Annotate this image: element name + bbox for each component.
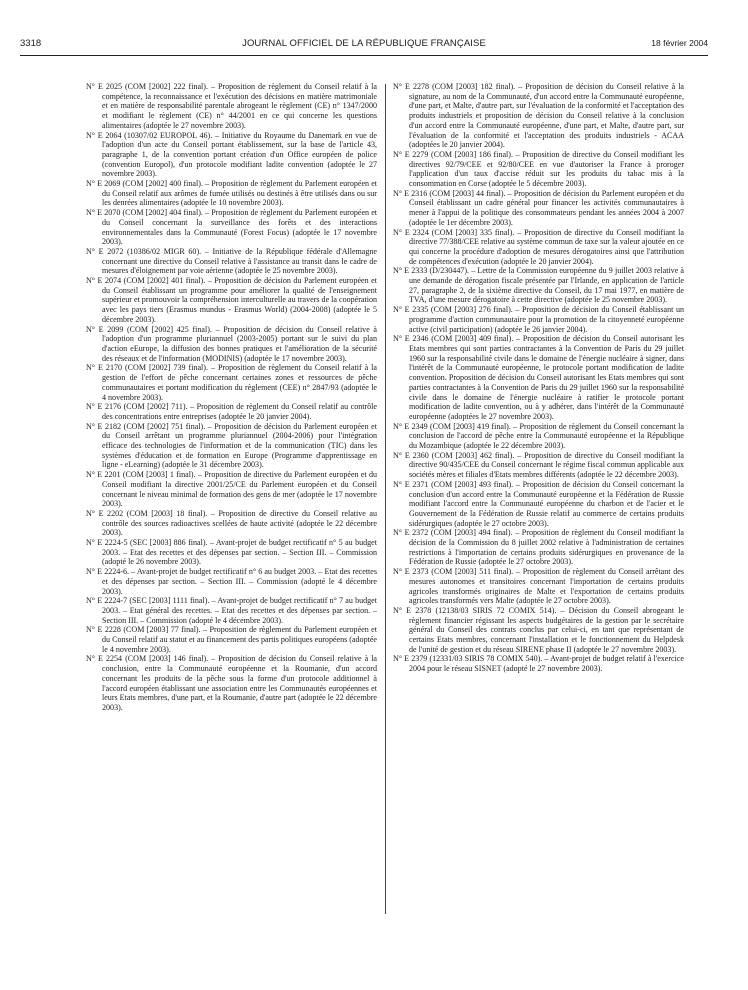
document-entry (86, 325, 377, 364)
entry-text: N° E 2279 (COM [2003] 186 final). – Proposition de directive du Conseil modifiant les directives 92/79/CEE et 92/80/CEE en vue d'autoriser la France à proroger l'application d'un taux d'accise réduit sur les produits du tabac mis à la consommation en Corse (adoptée le 5 décembre 2003). (393, 149, 684, 189)
page-number: 3318 (20, 38, 42, 49)
document-entry (86, 276, 377, 325)
document-entry (393, 451, 684, 480)
document-entry (393, 422, 684, 451)
entry-text: N° E 2254 (COM [2003] 146 final). – Proposition de décision du Conseil relative à la conclusion, entre la Communauté européenne et la Roumanie, d'un accord concernant les produits de la pêche sous la forme d'un protocole additionnel à l'accord européen établissant une association entre les Communautés européennes et leurs Etats membres, d'une part, et la Roumanie, d'autre part (adoptée le 22 décembre 2003). (86, 654, 377, 712)
entry-text: N° E 2378 (12138/03 SIRIS 72 COMIX 514). – Décision du Conseil abrogeant le règlement financier régissant les aspects budgétaires de la gestion par le secrétaire général du Conseil des contrats conclus par celui-ci, en tant que représentant de certains Etats membres, concernant l'installation et le fonctionnement du Helpdesk de l'unité de gestion et du réseau SIRENE phase II (adoptée le 27 novembre 2003). (393, 605, 684, 654)
document-entry (393, 480, 684, 529)
entry-text: N° E 2379 (12331/03 SIRIS 78 COMIX 540). – Avant-projet de budget relatif à l'exercice 2004 pour le réseau SISNET (adopté le 27 novembre 2003). (393, 654, 684, 674)
right-column (393, 82, 684, 674)
document-entry (393, 528, 684, 567)
document-entry (86, 538, 377, 567)
document-entry (393, 82, 684, 150)
entry-text: N° E 2202 (COM [2003] 18 final). – Proposition de directive du Conseil relative au contrôle des sources radioactives scellées de haute activité (adoptée le 22 décembre 2003). (86, 508, 377, 538)
page-header (20, 38, 708, 52)
header-rule (20, 55, 708, 56)
document-entry (86, 422, 377, 471)
journal-title: JOURNAL OFFICIEL DE LA RÉPUBLIQUE FRANÇAISE (242, 38, 486, 49)
document-entry (86, 596, 377, 625)
entry-text: N° E 2371 (COM [2003] 493 final). – Proposition de décision du Conseil concernant la conclusion d'un accord entre la Communauté européenne et la Fédération de Russie modifiant l'accord entre la Communauté européenne du charbon et de l'acier et le Gouvernement de la Fédération de Russie relatif au commerce de certains produits sidérurgiques (adoptée le 27 octobre 2003). (393, 479, 684, 528)
document-entry (86, 363, 377, 402)
left-column (86, 82, 377, 713)
entry-text: N° E 2224-5 (SEC [2003] 886 final). – Avant-projet de budget rectificatif n° 5 au budget 2003. – Etat des recettes et des dépenses par section. – Section III. – Commission (adopté le 26 novembre 2003). (86, 538, 377, 567)
entry-text: N° E 2346 (COM [2003] 409 final). – Proposition de décision du Conseil autorisant les Etats membres qui sont parties contractantes à la Convention de Paris du 29 juillet 1960 sur la responsabilité civile dans le domaine de l'énergie nucléaire à signer, dans l'intérêt de la Communauté européenne, le protocole portant modification de ladite convention. Proposition de décision du Conseil autorisant les Etats membres qui sont parties contractantes à la Convention de Paris du 29 juillet 1960 sur la responsabilité civile dans le domaine de l'énergie nucléaire à ratifier le protocole portant modification de ladite convention, ou à y adhérer, dans l'intérêt de la Communauté européenne (adoptées le 27 novembre 2003). (393, 334, 684, 421)
document-entry (393, 228, 684, 267)
entry-text: N° E 2064 (10307/02 EUROPOL 46). – Initiative du Royaume du Danemark en vue de l'adoption d'un acte du Conseil portant établissement, sur la base de l'article 43, paragraphe 1, de la convention portant création d'un Office européen de police (convention Europol), d'un protocole modifiant ladite convention (adoptée le 27 novembre 2003). (86, 130, 377, 179)
document-entry (393, 189, 684, 228)
document-entry (393, 567, 684, 606)
document-entry (393, 305, 684, 334)
entry-text: N° E 2224-6. – Avant-projet de budget rectificatif n° 6 au budget 2003. – Etat des recettes et des dépenses par section. – Section III. – Commission (adopté le 4 décembre 2003). (86, 567, 377, 596)
document-entry (393, 334, 684, 421)
document-entry (86, 567, 377, 596)
entry-text: N° E 2069 (COM [2002] 400 final). – Proposition de règlement du Parlement européen et du Conseil relatif aux arômes de fumée utilisés ou destinés à être utilisés dans ou sur les denrées alimentaires (adoptée le 10 novembre 2003). (86, 179, 377, 208)
document-entry (86, 208, 377, 247)
document-entry (86, 402, 377, 421)
entry-text: N° E 2360 (COM [2003] 462 final). – Proposition de directive du Conseil modifiant la directive 90/435/CEE du Conseil concernant le régime fiscal commun applicable aux sociétés mères et filiales d'Etats membres différents (adoptée le 22 décembre 2003). (393, 450, 684, 480)
entry-text: N° E 2025 (COM [2002] 222 final). – Proposition de règlement du Conseil relatif à la compétence, la reconnaissance et l'exécution des décisions en matière matrimoniale et en matière de responsabilité parentale abrogeant le règlement (CE) n° 1347/2000 et modifiant le règlement (CE) n° 44/2001 en ce qui concerne les questions alimentaires (adoptée le 27 novembre 2003). (86, 82, 377, 130)
document-entry (86, 509, 377, 538)
column-separator (385, 84, 386, 914)
entry-text: N° E 2070 (COM [2002] 404 final). – Proposition de règlement du Parlement européen et du Conseil concernant la surveillance des forêts et des interactions environnementales dans la Communauté (Forest Focus) (adoptée le 17 novembre 2003). (86, 208, 377, 247)
entry-text: N° E 2333 (D/230447). – Lettre de la Commission européenne du 9 juillet 2003 relative à une demande de dérogation fiscale présentée par l'Irlande, en application de l'article 27, paragraphe 2, de la sixième directive du Conseil, du 17 mai 1977, en matière de TVA, d'une mesure dérogatoire à cette directive (adoptée le 25 novembre 2003). (393, 266, 684, 305)
entry-text: N° E 2074 (COM [2002] 401 final). – Proposition de décision du Parlement européen et du Conseil établissant un programme pour améliorer la qualité de l'enseignement supérieur et promouvoir la compréhension interculturelle au travers de la coopération avec les pays tiers (Erasmus mundus - Erasmus World) (2004-2008) (adoptée le 5 décembre 2003). (86, 276, 377, 324)
entry-text: N° E 2170 (COM [2002] 739 final). – Proposition de règlement du Conseil relatif à la gestion de l'effort de pêche concernant certaines zones et ressources de pêche communautaires et portant modification du règlement (CEE) n° 2847/93 (adoptée le 4 novembre 2003). (86, 363, 377, 402)
entry-text: N° E 2373 (COM [2003] 511 final). – Proposition de règlement du Conseil arrêtant des mesures autonomes et transitoires concernant l'importation de certains produits agricoles transformés originaires de Malte et l'exportation de certains produits agricoles transformés vers Malte (adoptée le 27 octobre 2003). (393, 567, 684, 606)
document-entry (86, 131, 377, 180)
document-entry (86, 470, 377, 509)
entry-text: N° E 2349 (COM [2003] 419 final). – Proposition de règlement du Conseil concernant la conclusion de l'accord de pêche entre la Communauté européenne et la République du Mozambique (adoptée le 22 décembre 2003). (393, 421, 684, 451)
entry-text: N° E 2278 (COM [2003] 182 final). – Proposition de décision du Conseil relative à la signature, au nom de la Communauté, d'un accord entre la Communauté européenne, d'une part, et Malte, d'autre part, sur l'évaluation de la conformité et l'acceptation des produits industriels et proposition de décision du Conseil relative à la conclusion d'un accord entre la Communauté européenne, d'une part, et Malte, d'autre part, sur l'évaluation de la conformité et l'acceptation des produits industriels - ACAA (adoptées le 20 janvier 2004). (393, 82, 684, 150)
document-entry (393, 150, 684, 189)
entry-text: N° E 2324 (COM [2003] 335 final). – Proposition de directive du Conseil modifiant la directive 77/388/CEE relative au système commun de taxe sur la valeur ajoutée en ce qui concerne la procédure d'adoption de mesures dérogatoires ainsi que l'attribution de compétences d'exécution (adoptée le 20 janvier 2004). (393, 227, 684, 266)
document-entry (393, 654, 684, 673)
entry-text: N° E 2228 (COM [2003] 77 final). – Proposition de règlement du Parlement européen et du Conseil relatif au statut et au financement des partis politiques européens (adoptée le 4 novembre 2003). (86, 625, 377, 654)
document-entry (86, 654, 377, 712)
document-entry (86, 179, 377, 208)
entry-text: N° E 2176 (COM [2002] 711). – Proposition de règlement du Conseil relatif au contrôle des concentrations entre entreprises (adoptée le 20 janvier 2004). (86, 402, 377, 421)
document-entry (86, 625, 377, 654)
entry-text: N° E 2316 (COM [2003] 44 final). – Proposition de décision du Parlement européen et du Conseil établissant un cadre général pour financer les activités communautaires à mener à l'appui de la politique des consommateurs pendant les années 2004 à 2007 (adoptée le 1er décembre 2003). (393, 188, 684, 227)
issue-date: 18 février 2004 (651, 38, 708, 48)
entry-text: N° E 2099 (COM [2002] 425 final). – Proposition de décision du Conseil relative à l'adoption d'un programme pluriannuel (2003-2005) portant sur le suivi du plan d'action eEurope, la diffusion des bonnes pratiques et l'amélioration de la sécurité des réseaux et de l'information (MODINIS) (adoptée le 17 novembre 2003). (86, 324, 377, 363)
document-entry (393, 266, 684, 305)
document-entry (86, 82, 377, 131)
entry-text: N° E 2372 (COM [2003] 494 final). – Proposition de règlement du Conseil modifiant la décision de la Commission du 8 juillet 2002 relative à l'administration de certaines restrictions à l'importation de certains produits sidérurgiques en provenance de la Fédération de Russie (adoptée le 27 octobre 2003). (393, 528, 684, 567)
document-entry (393, 606, 684, 655)
entry-text: N° E 2182 (COM [2002] 751 final). – Proposition de décision du Parlement européen et du Conseil arrêtant un programme pluriannuel (2004-2006) pour l'intégration efficace des technologies de l'information et de la communication (TIC) dans les systèmes d'éducation et de formation en Europe (Programme d'apprentissage en ligne - eLearning) (adoptée le 31 décembre 2003). (86, 421, 377, 470)
entry-text: N° E 2335 (COM [2003] 276 final). – Proposition de décision du Conseil établissant un programme d'action communautaire pour la promotion de la citoyenneté européenne active (civil participation) (adoptée le 26 janvier 2004). (393, 305, 684, 334)
document-entry (86, 247, 377, 276)
entry-text: N° E 2072 (10386/02 MIGR 60). – Initiative de la République fédérale d'Allemagne concernant une directive du Conseil relative à l'assistance au transit dans le cadre de mesures d'éloignement par voie aérienne (adoptée le 25 novembre 2003). (86, 246, 377, 276)
entry-text: N° E 2201 (COM [2003] 1 final). – Proposition de directive du Parlement européen et du Conseil modifiant la directive 2001/25/CE du Parlement européen et du Conseil concernant le niveau minimal de formation des gens de mer (adoptée le 17 novembre 2003). (86, 470, 377, 509)
entry-text: N° E 2224-7 (SEC [2003] 1111 final). – Avant-projet de budget rectificatif n° 7 au budget 2003. – Etat général des recettes. – Etat des recettes et des dépenses par section. – Section III. – Commission (adopté le 4 décembre 2003). (86, 596, 377, 625)
